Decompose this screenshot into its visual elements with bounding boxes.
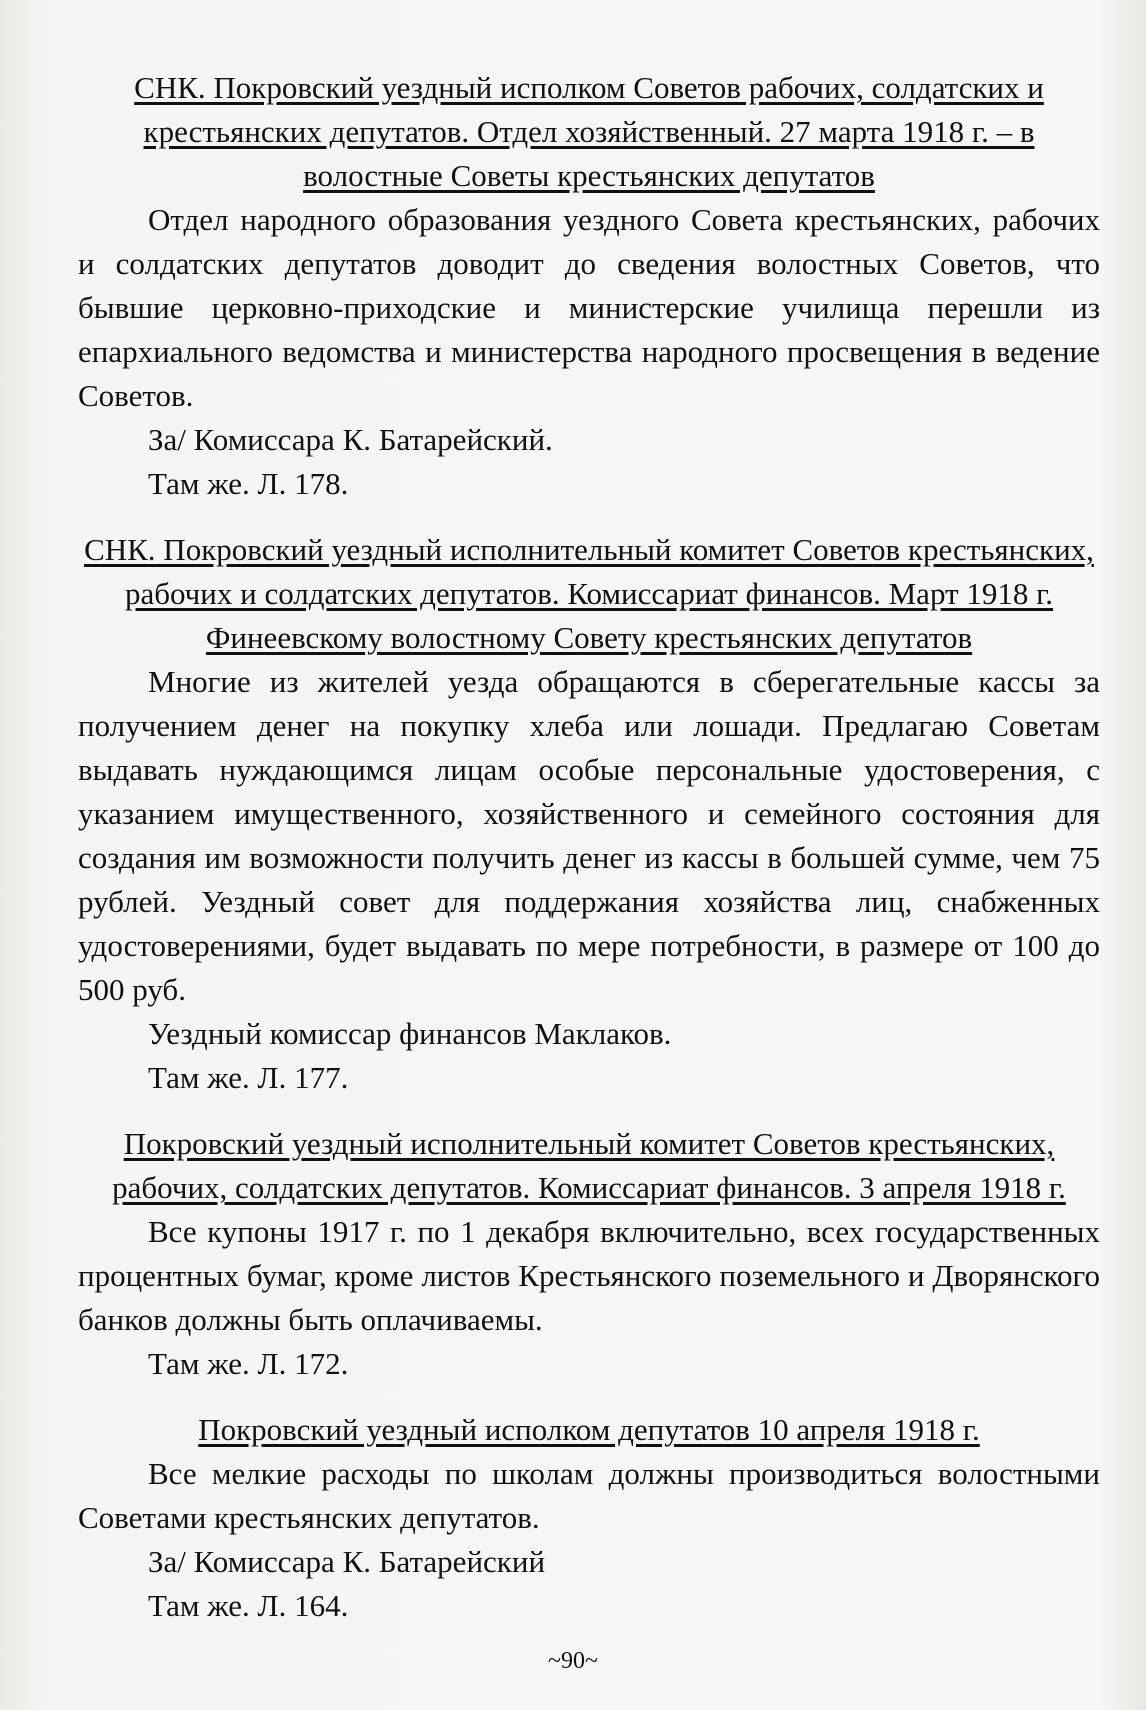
document-source: Там же. Л. 172.	[148, 1346, 349, 1381]
document-heading: СНК. Покровский уездный исполком Советов рабочих, солдатских и крестьянских депутатов. Отдел хозяйственный. 27 марта 1918 г. – в волостные Советы крестьянских депутатов	[134, 70, 1044, 193]
document-source: Там же. Л. 164.	[148, 1588, 349, 1623]
document-heading: Покровский уездный исполнительный комитет Советов крестьянских, рабочих, солдатских депутатов. Комиссариат финансов. 3 апреля 1918 г.	[112, 1126, 1066, 1205]
document-2	[78, 528, 1100, 1100]
document-1	[78, 66, 1100, 506]
document-heading: Покровский уездный исполком депутатов 10 апреля 1918 г.	[198, 1412, 980, 1447]
page-number-ornament-right: ~	[585, 1648, 598, 1674]
page-number-ornament-left: ~	[548, 1648, 561, 1674]
document-3	[78, 1122, 1100, 1386]
document-body: Отдел народного образования уездного Совета крестьянских, рабочих и солдатских депутатов доводит до сведения волостных Советов, что бывшие церковно-приходские и министерские училища перешли из епархиального ведомства и министерства народного просвещения в ведение Советов.	[78, 202, 1100, 413]
document-signature: За/ Комиссара К. Батарейский	[148, 1544, 546, 1579]
document-body: Все купоны 1917 г. по 1 декабря включительно, всех государственных процентных бумаг, кроме листов Крестьянского поземельного и Дворянского банков должны быть оплачиваемы.	[78, 1214, 1100, 1337]
document-body: Многие из жителей уезда обращаются в сберегательные кассы за получением денег на покупку хлеба или лошади. Предлагаю Советам выдавать нуждающимся лицам особые персональные удостоверения, с указанием имущественного, хозяйственного и семейного состояния для создания им возможности получить денег из кассы в большей сумме, чем 75 рублей. Уездный совет для поддержания хозяйства лиц, снабженных удостоверениями, будет выдавать по мере потребности, в размере от 100 до 500 руб.	[78, 664, 1100, 1007]
document-signature: Уездный комиссар финансов Маклаков.	[148, 1016, 672, 1051]
document-text	[78, 66, 1100, 1628]
document-source: Там же. Л. 177.	[148, 1060, 349, 1095]
document-body: Все мелкие расходы по школам должны производиться волостными Советами крестьянских депутатов.	[78, 1456, 1100, 1535]
document-subheading: Финеевскому волостному Совету крестьянских депутатов	[205, 620, 973, 655]
document-signature: За/ Комиссара К. Батарейский.	[148, 422, 553, 457]
document-heading: СНК. Покровский уездный исполнительный комитет Советов крестьянских, рабочих и солдатских депутатов. Комиссариат финансов. Март 1918 г.	[84, 532, 1094, 611]
document-4	[78, 1408, 1100, 1628]
page-number	[0, 1646, 1146, 1676]
page-number-value: 90	[561, 1648, 585, 1674]
document-source: Там же. Л. 178.	[148, 466, 349, 501]
